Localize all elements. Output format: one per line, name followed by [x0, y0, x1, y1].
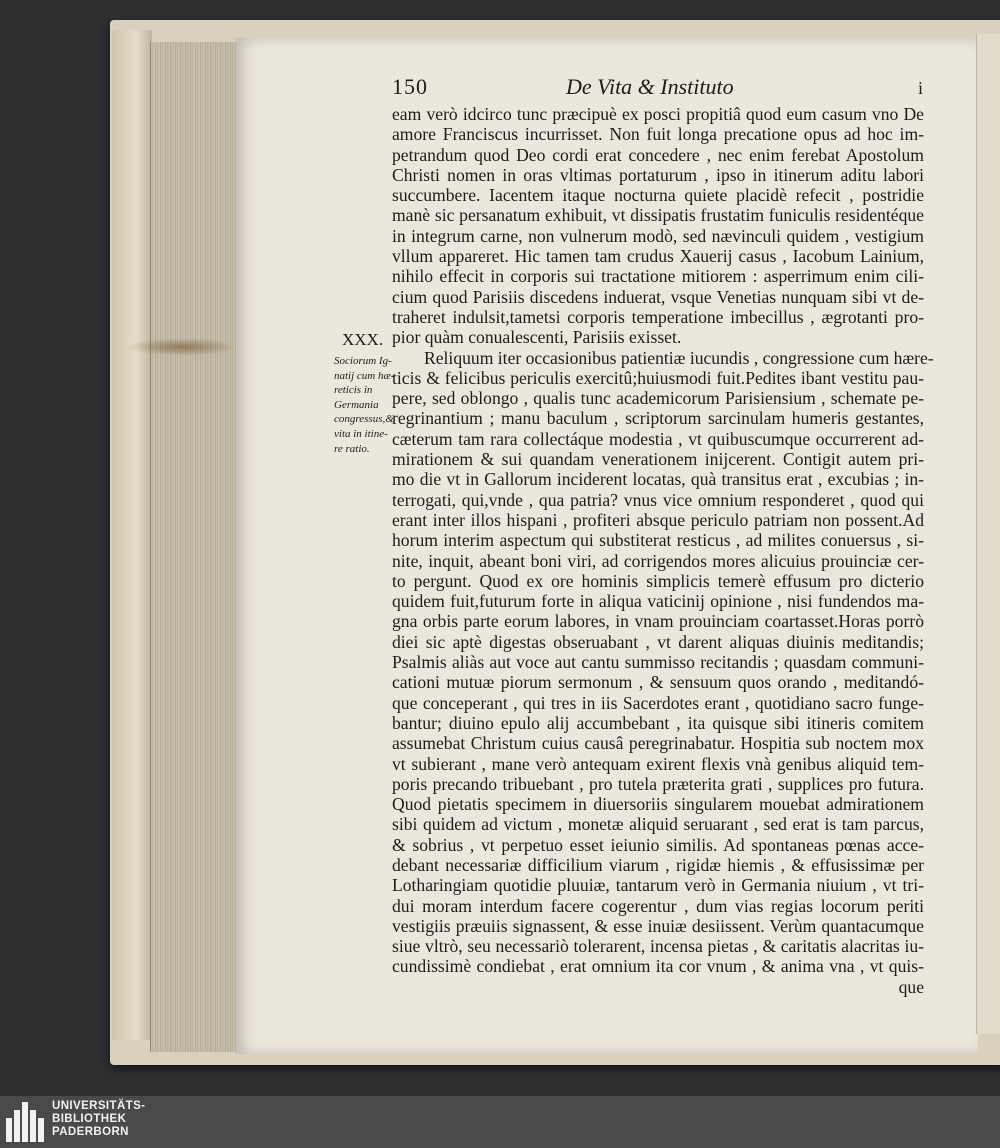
text-line: Lotharingiam quotidie pluuiæ, tantarum verò in Germania niuium , vt tri-: [392, 875, 924, 896]
library-name: [52, 1100, 145, 1139]
book-spine-edge: [112, 30, 152, 1040]
text-line: gna orbis parte eorum labores, in vnam prouinciam coartasset.Horas porrò: [392, 611, 924, 632]
text-line: traheret indulsit,tametsi corporis temperatione imbecillus , ægrotanti pro-: [392, 306, 924, 327]
text-line: mo die vt in Gallorum inciderent locatas, quà transitus erat , excubias ; in-: [392, 469, 924, 490]
text-line: vllum appareret. Hic tamen tam crudus Xauerij casus , Iacobum Lainium,: [392, 246, 924, 267]
signature-mark: i: [918, 78, 924, 98]
marginal-note-line: congressus,&: [334, 413, 394, 426]
text-line: nihilo effecit in corporis sui tractatione mitiorem : asperrimum enim cili-: [392, 266, 924, 287]
text-line: bantur; diuino epulo alij accumbebant , ita quisque sibi itineris comitem: [392, 712, 924, 733]
text-line: poris precando tribuebant , pro tutela præterita grati , supplices pro futura.: [392, 773, 924, 794]
text-line: vt subierant , mane verò antequam exirent flexis vnà genibus aliquid tem-: [392, 753, 924, 774]
marginal-note-line: re ratio.: [334, 442, 370, 455]
section-number: XXX.: [342, 330, 384, 349]
text-line: assumebat Christum cuius causâ peregrinabatur. Hospitia sub noctem mox: [392, 733, 924, 754]
text-line: Christi nomen in oras vltimas portaturum , ipso in itinerum aditu labori: [392, 164, 924, 185]
catchword: que: [898, 976, 924, 997]
marginal-note-line: Germania: [334, 398, 379, 411]
text-line: que conceperant , qui tres in iis Sacerdotes erant , quotidiano sacro funge-: [392, 692, 924, 713]
text-line: regrinantium ; manu baculum , scriptorum sarcinulam humeris gestantes,: [392, 408, 924, 429]
library-name-line: PADERBORN: [52, 1126, 129, 1138]
text-line: in integrum carne, non vulnerum modò, sed nævinculi quidem , vestigium: [392, 225, 924, 246]
text-line: terrogati, qui,vnde , qua patria? vnus vice omnium responderet , quod qui: [392, 489, 924, 510]
marginal-note-line: reticis in: [334, 384, 373, 397]
text-line: to pergunt. Quod ex ore hominis simplicis temerè effusum pro dicterio: [392, 570, 924, 591]
marginal-note-line: Sociorum Ig-: [334, 355, 392, 367]
text-line: manè sic persanatum exhibuit, vt dissipatis frustatim funiculis residentéque: [392, 205, 924, 226]
text-line: nite, inquit, abeant boni viri, ad corrigendos mores alicuius prouinciæ cer-: [392, 550, 924, 571]
text-line: pere, sed oblongo , qualis tunc academicorum Parisiensium , schemate pe-: [392, 388, 924, 409]
text-line: & sobrius , vt perpetuo esset ieiunio similis. Ad spontaneas pœnas acce-: [392, 834, 924, 855]
page-header: [392, 74, 922, 104]
marginal-note-line: natij cum hæ-: [334, 369, 395, 382]
library-logo-icon: [6, 1102, 46, 1142]
text-line: Psalmis aliàs aut voce aut cantu summisso recitandis ; quasdam communi-: [392, 652, 924, 673]
text-line: eam verò idcirco tunc præcipuè ex posci propitiâ quod eum casum vno De: [392, 104, 924, 124]
text-line: cium quod Parisiis discedens induerat, vsque Venetias nunquam sibi vt de-: [392, 286, 924, 307]
text-line: horum interim aspectum qui substiterat resticus , ad milites conuersus , si-: [392, 530, 924, 551]
text-line: Reliquum iter occasionibus patientiæ iucundis , congressione cum hære-: [424, 347, 934, 368]
running-title: De Vita & Instituto: [566, 74, 734, 99]
marginal-note-line: vita in itine-: [334, 427, 388, 440]
text-line: dui moram interdum facere cogerentur , dum vias regias locorum periti: [392, 895, 924, 916]
text-line: Quod pietatis specimem in diuersoriis singularem mouebat admirationem: [392, 794, 924, 815]
text-line: cundissimè condiebat , erat omnium ita cor vnum , & anima vna , vt quis-: [392, 956, 924, 977]
marginal-note: [334, 330, 400, 456]
text-line: succumbere. Iacentem itaque nocturna quiete placidè refecit , postridie: [392, 185, 924, 206]
text-line: debant necessariæ difficilium viarum , rigidæ hiemis , & effusissimæ per: [392, 854, 924, 875]
text-line: cæterum tam rara collectáque modestia , vt quibuscumque occurrerent ad-: [392, 428, 924, 449]
paper-stain: [128, 338, 238, 356]
text-line: erant inter illos hispani , profiteri absque periculo patriam non possent.Ad: [392, 509, 924, 530]
text-line: pior quàm conualescenti, Parisiis exisset.: [392, 327, 682, 348]
text-line: amore Franciscus incurrisset. Non fuit longa precatione opus ad hoc im-: [392, 124, 924, 145]
text-line: sibi quidem ad victum , monetæ aliquid seruarant , sed erat is tam parcus,: [392, 814, 924, 835]
text-line: diei sic aptè digestas obseruabant , vt darent aliquas diuinis meditandis;: [392, 631, 924, 652]
text-line: mirationem & sui quandam venerationem inijcerent. Contigit autem pri-: [392, 449, 924, 470]
library-name-line: BIBLIOTHEK: [52, 1113, 127, 1125]
page-edges: [150, 42, 239, 1052]
text-line: cationi mutuæ piorum sermonum , & sensuum quos orando , meditandó-: [392, 672, 924, 693]
next-page-edge: [976, 34, 1000, 1034]
body-text: [392, 104, 934, 997]
text-line: petrandum quod Deo cordi erat concedere , nec enim ferebat Apostolum: [392, 144, 924, 165]
page-number: 150: [392, 74, 428, 99]
text-line: siue vltrò, seu necessariò tolerarent, incensa pietas , & caritatis alacritas iu-: [392, 936, 924, 957]
text-line: quidem fuit,futurum forte in aliqua vaticinij opinione , nisi fundendos ma-: [392, 591, 924, 612]
viewer-footer: [0, 1096, 1000, 1148]
text-line: vestigiis præuiis signassent, & esse inuiæ desiissent. Verùm quantacumque: [392, 915, 924, 936]
text-line: ticis & felicibus periculis exercitû;huiusmodi fuit.Pedites ibant vestitu pau-: [392, 367, 924, 388]
library-name-line: UNIVERSITÄTS-: [52, 1100, 146, 1112]
